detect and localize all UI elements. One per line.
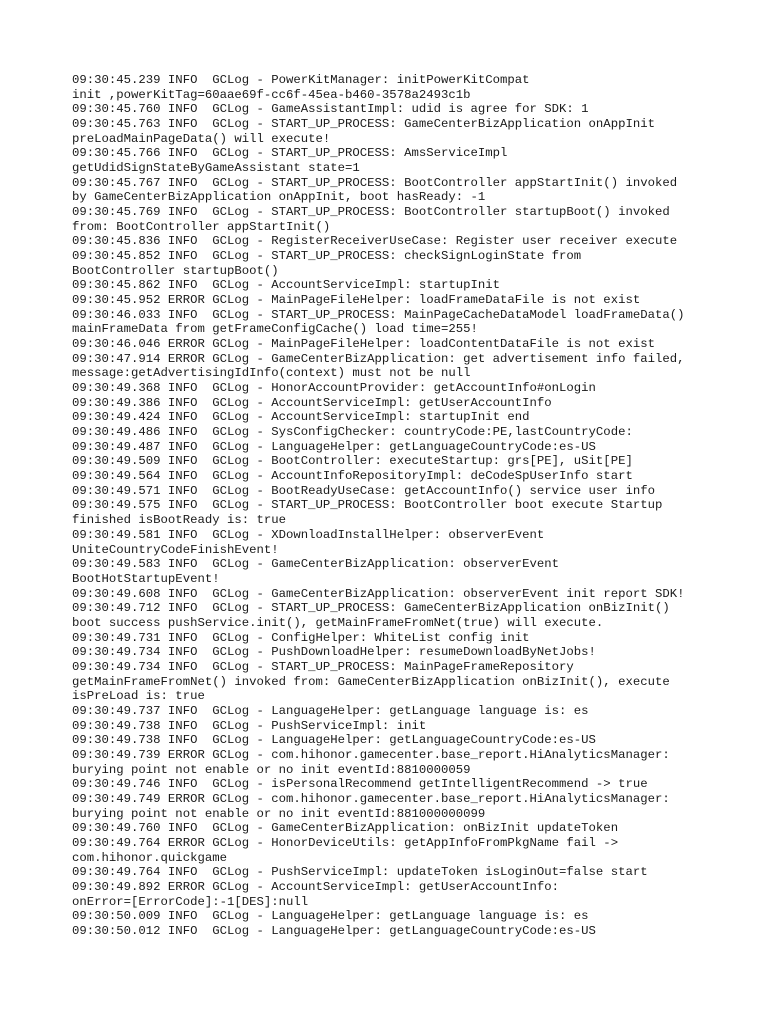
log-line: 09:30:49.486 INFO GCLog - SysConfigChecker: countryCode:PE,lastCountryCode:: [72, 425, 633, 440]
log-line: com.hihonor.quickgame: [72, 850, 227, 865]
log-line: 09:30:49.712 INFO GCLog - START_UP_PROCESS: GameCenterBizApplication onBizInit(): [72, 601, 670, 616]
log-line: BootHotStartupEvent!: [72, 571, 220, 586]
log-line: isPreLoad is: true: [72, 689, 205, 704]
log-line: 09:30:49.734 INFO GCLog - PushDownloadHelper: resumeDownloadByNetJobs!: [72, 645, 596, 660]
log-line: 09:30:45.769 INFO GCLog - START_UP_PROCESS: BootController startupBoot() invoked: [72, 205, 670, 220]
log-line: burying point not enable or no init eventId:8810000059: [72, 762, 471, 777]
log-line: 09:30:45.836 INFO GCLog - RegisterReceiverUseCase: Register user receiver execute: [72, 234, 678, 249]
log-line: 09:30:45.852 INFO GCLog - START_UP_PROCESS: checkSignLoginState from: [72, 249, 582, 264]
log-line: 09:30:49.764 INFO GCLog - PushServiceImpl: updateToken isLoginOut=false start: [72, 865, 648, 880]
log-line: 09:30:45.760 INFO GCLog - GameAssistantImpl: udid is agree for SDK: 1: [72, 102, 589, 117]
log-line: 09:30:50.009 INFO GCLog - LanguageHelper: getLanguage language is: es: [72, 909, 589, 924]
log-line: 09:30:45.766 INFO GCLog - START_UP_PROCESS: AmsServiceImpl: [72, 146, 508, 161]
log-line: 09:30:49.892 ERROR GCLog - AccountServiceImpl: getUserAccountInfo:: [72, 879, 560, 894]
log-line: finished isBootReady is: true: [72, 513, 287, 528]
log-line: 09:30:46.033 INFO GCLog - START_UP_PROCESS: MainPageCacheDataModel loadFrameData(): [72, 307, 685, 322]
log-line: 09:30:49.734 INFO GCLog - START_UP_PROCESS: MainPageFrameRepository: [72, 659, 574, 674]
log-line: 09:30:49.487 INFO GCLog - LanguageHelper: getLanguageCountryCode:es-US: [72, 439, 596, 454]
log-line: burying point not enable or no init eventId:881000000099: [72, 806, 486, 821]
log-line: 09:30:49.368 INFO GCLog - HonorAccountProvider: getAccountInfo#onLogin: [72, 381, 596, 396]
log-line: 09:30:49.749 ERROR GCLog - com.hihonor.gamecenter.base_report.HiAnalyticsManager:: [72, 791, 670, 806]
log-line: 09:30:49.608 INFO GCLog - GameCenterBizApplication: observerEvent init report SDK!: [72, 586, 685, 601]
log-line: 09:30:46.046 ERROR GCLog - MainPageFileHelper: loadContentDataFile is not exist: [72, 337, 655, 352]
log-line: 09:30:45.862 INFO GCLog - AccountServiceImpl: startupInit: [72, 278, 501, 293]
log-line: onError=[ErrorCode]:-1[DES]:null: [72, 894, 309, 909]
log-line: 09:30:49.739 ERROR GCLog - com.hihonor.gamecenter.base_report.HiAnalyticsManager:: [72, 747, 670, 762]
log-line: 09:30:49.575 INFO GCLog - START_UP_PROCESS: BootController boot execute Startup: [72, 498, 663, 513]
log-line: 09:30:49.581 INFO GCLog - XDownloadInstallHelper: observerEvent: [72, 527, 545, 542]
log-line: 09:30:49.731 INFO GCLog - ConfigHelper: WhiteList config init: [72, 630, 530, 645]
log-line: 09:30:45.952 ERROR GCLog - MainPageFileHelper: loadFrameDataFile is not exist: [72, 293, 641, 308]
log-line: BootController startupBoot(): [72, 263, 279, 278]
log-line: 09:30:49.509 INFO GCLog - BootController: executeStartup: grs[PE], uSit[PE]: [72, 454, 633, 469]
log-line: 09:30:45.239 INFO GCLog - PowerKitManager: initPowerKitCompat: [72, 73, 530, 87]
log-line: init ,powerKitTag=60aae69f-cc6f-45ea-b460-3578a2493c1b: [72, 87, 471, 102]
log-text-block: [72, 73, 752, 939]
log-line: getUdidSignStateByGameAssistant state=1: [72, 161, 360, 176]
log-line: by GameCenterBizApplication onAppInit, boot hasReady: -1: [72, 190, 486, 205]
log-line: 09:30:45.763 INFO GCLog - START_UP_PROCESS: GameCenterBizApplication onAppInit: [72, 117, 655, 132]
log-line: 09:30:49.738 INFO GCLog - PushServiceImpl: init: [72, 718, 427, 733]
log-line: 09:30:49.746 INFO GCLog - isPersonalRecommend getIntelligentRecommend -> true: [72, 777, 648, 792]
log-line: 09:30:49.760 INFO GCLog - GameCenterBizApplication: onBizInit updateToken: [72, 821, 619, 836]
log-line: 09:30:49.571 INFO GCLog - BootReadyUseCase: getAccountInfo() service user info: [72, 483, 655, 498]
log-line: 09:30:49.738 INFO GCLog - LanguageHelper: getLanguageCountryCode:es-US: [72, 733, 596, 748]
log-line: 09:30:49.764 ERROR GCLog - HonorDeviceUtils: getAppInfoFromPkgName fail ->: [72, 835, 619, 850]
log-line: 09:30:49.737 INFO GCLog - LanguageHelper: getLanguage language is: es: [72, 703, 589, 718]
log-line: 09:30:49.386 INFO GCLog - AccountServiceImpl: getUserAccountInfo: [72, 395, 552, 410]
log-line: from: BootController appStartInit(): [72, 219, 331, 234]
log-line: UniteCountryCodeFinishEvent!: [72, 542, 279, 557]
log-line: mainFrameData from getFrameConfigCache() load time=255!: [72, 322, 478, 337]
log-line: boot success pushService.init(), getMainFrameFromNet(true) will execute.: [72, 615, 604, 630]
log-line: 09:30:49.564 INFO GCLog - AccountInfoRepositoryImpl: deCodeSpUserInfo start: [72, 469, 633, 484]
log-line: 09:30:45.767 INFO GCLog - START_UP_PROCESS: BootController appStartInit() invoked: [72, 175, 678, 190]
log-line: 09:30:49.583 INFO GCLog - GameCenterBizApplication: observerEvent: [72, 557, 560, 572]
log-line: getMainFrameFromNet() invoked from: GameCenterBizApplication onBizInit(), execute: [72, 674, 670, 689]
log-line: 09:30:47.914 ERROR GCLog - GameCenterBizApplication: get advertisement info failed,: [72, 351, 685, 366]
log-line: 09:30:50.012 INFO GCLog - LanguageHelper: getLanguageCountryCode:es-US: [72, 923, 596, 938]
log-line: 09:30:49.424 INFO GCLog - AccountServiceImpl: startupInit end: [72, 410, 530, 425]
log-line: message:getAdvertisingIdInfo(context) must not be null: [72, 366, 471, 381]
log-line: preLoadMainPageData() will execute!: [72, 131, 331, 146]
